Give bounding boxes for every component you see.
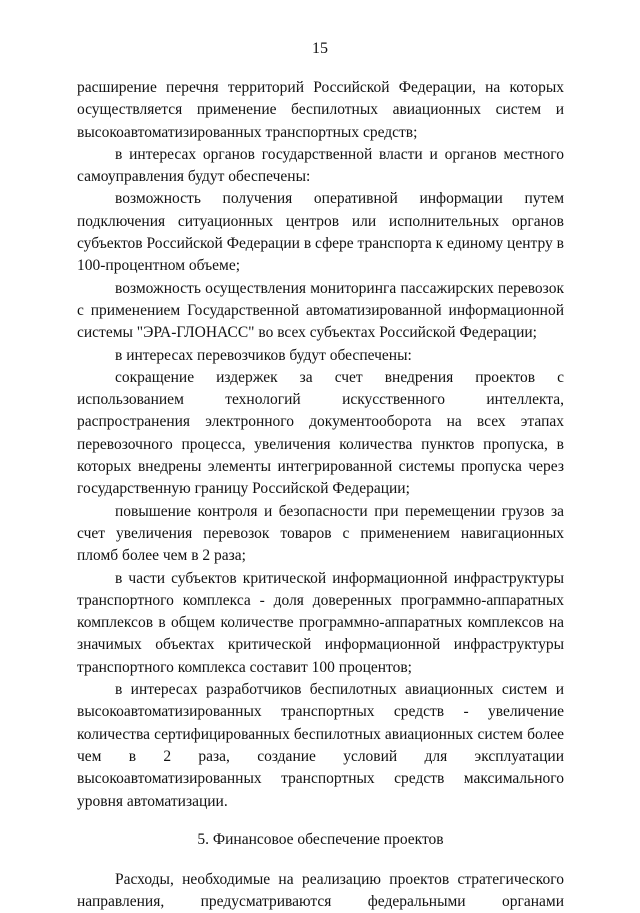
paragraph: в интересах органов государственной власти и органов местного самоуправления будут обеспечены: <box>77 145 564 186</box>
paragraph: в интересах разработчиков беспилотных авиационных систем и высокоавтоматизированных транспортных средств - увеличение количества сертифицированных беспилотных авиационных систем более чем в 2 раза, создание условий для эксплуатации высокоавтоматизированных транспортных средств максимального уровня автоматизации. <box>77 681 564 810</box>
paragraph: расширение перечня территорий Российской Федерации, на которых осуществляется применение беспилотных авиационных систем и высокоавтоматизированных транспортных средств; <box>77 79 564 141</box>
paragraph: повышение контроля и безопасности при перемещении грузов за счет увеличения перевозок товаров с применением навигационных пломб более чем в 2 раза; <box>77 502 564 565</box>
paragraph: в части субъектов критической информационной инфраструктуры транспортного комплекса - доля доверенных программно-аппаратных комплексов в общем количестве программно-аппаратных комплексов на значимых объектах критической информационной инфраструктуры транспортного комплекса составит 100 процентов; <box>77 569 564 676</box>
paragraph: возможность осуществления мониторинга пассажирских перевозок с применением Государственной автоматизированной информационной системы "ЭРА-ГЛОНАСС" во всех субъектах Российской Федерации; <box>77 279 564 342</box>
paragraph: сокращение издержек за счет внедрения проектов с использованием технологий искусственного интеллекта, распространения электронного документооборота на всех этапах перевозочного процесса, увеличения количества пунктов пропуска, в которых внедрены элементы интегрированной системы пропуска через государственную границу Российской Федерации; <box>77 368 564 498</box>
page-number: 15 <box>312 40 328 57</box>
section-heading: 5. Финансовое обеспечение проектов <box>197 830 444 848</box>
paragraph: в интересах перевозчиков будут обеспечены: <box>115 346 412 364</box>
paragraph: возможность получения оперативной информации путем подключения ситуационных центров или исполнительных органов субъектов Российской Федерации в сфере транспорта к единому центру в 100-процентном объеме; <box>77 190 564 275</box>
page-body <box>77 77 564 913</box>
paragraph: Расходы, необходимые на реализацию проектов стратегического направления, предусматриваются федеральными органами <box>77 870 564 911</box>
